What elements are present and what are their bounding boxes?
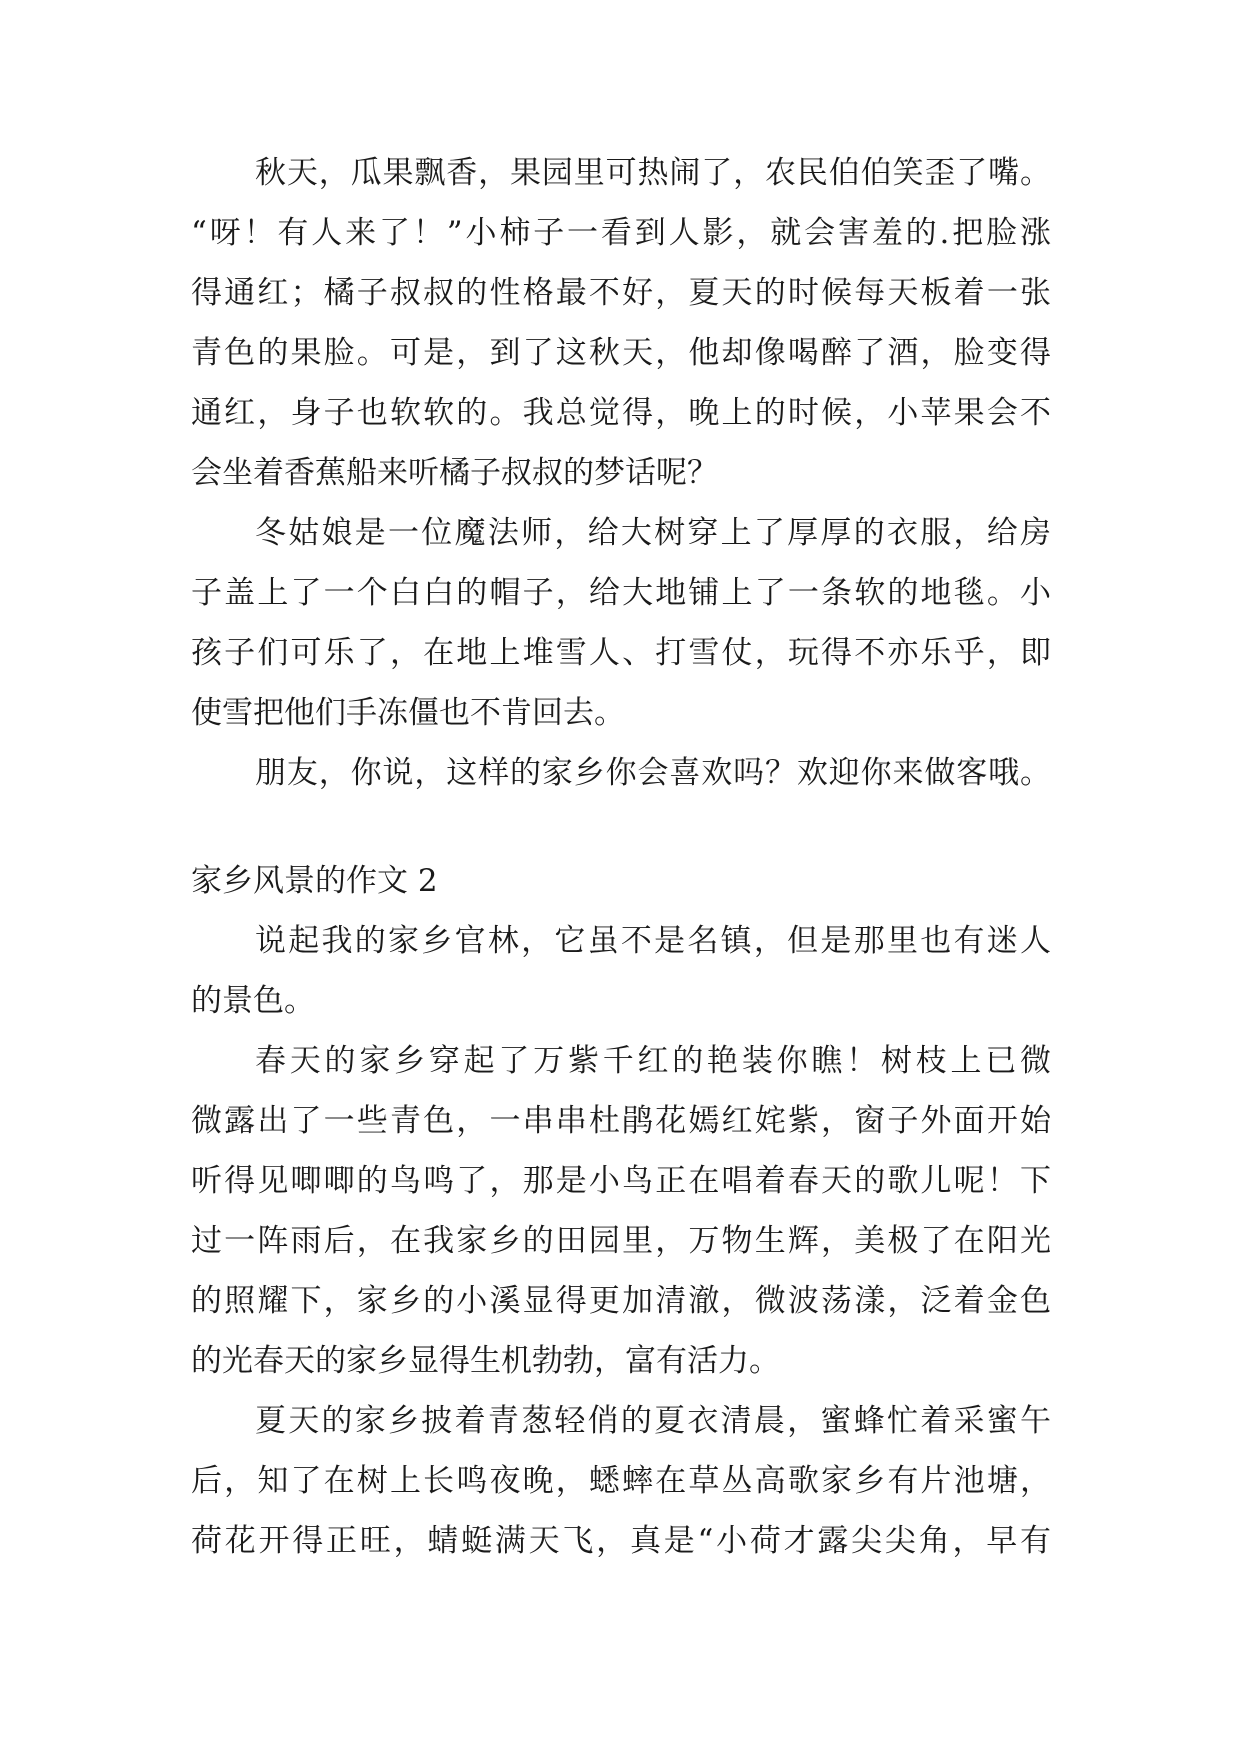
paragraph-autumn-line-6: 会坐着香蕉船来听橘子叔叔的梦话呢？	[191, 455, 718, 491]
paragraph-intro-line-2: 的景色。	[191, 983, 315, 1019]
paragraph-autumn-line-3: 得通红；橘子叔叔的性格最不好，夏天的时候每天板着一张	[191, 275, 1051, 311]
paragraph-winter-line-4: 使雪把他们手冻僵也不肯回去。	[191, 695, 625, 731]
paragraph-spring-line-5: 的照耀下，家乡的小溪显得更加清澈，微波荡漾，泛着金色	[191, 1283, 1051, 1319]
paragraph-winter-line-1: 冬姑娘是一位魔法师，给大树穿上了厚厚的衣服，给房	[255, 515, 1051, 551]
paragraph-spring-line-6: 的光春天的家乡显得生机勃勃，富有活力。	[191, 1343, 780, 1379]
section-heading: 家乡风景的作文 2	[191, 863, 438, 899]
paragraph-winter-line-3: 孩子们可乐了，在地上堆雪人、打雪仗，玩得不亦乐乎，即	[191, 635, 1051, 671]
paragraph-spring-line-4: 过一阵雨后，在我家乡的田园里，万物生辉，美极了在阳光	[191, 1223, 1051, 1259]
paragraph-autumn-line-2: “呀！有人来了！”小柿子一看到人影，就会害羞的.把脸涨	[191, 215, 1051, 251]
paragraph-intro-line-1: 说起我的家乡官林，它虽不是名镇，但是那里也有迷人	[255, 923, 1051, 959]
paragraph-autumn-line-5: 通红，身子也软软的。我总觉得，晚上的时候，小苹果会不	[191, 395, 1051, 431]
paragraph-summer-line-1: 夏天的家乡披着青葱轻俏的夏衣清晨，蜜蜂忙着采蜜午	[255, 1403, 1051, 1439]
paragraph-spring-line-2: 微露出了一些青色，一串串杜鹃花嫣红姹紫，窗子外面开始	[191, 1103, 1051, 1139]
paragraph-spring-line-1: 春天的家乡穿起了万紫千红的艳装你瞧！树枝上已微	[255, 1043, 1051, 1079]
paragraph-closing-line-1: 朋友，你说，这样的家乡你会喜欢吗？欢迎你来做客哦。	[255, 755, 1051, 791]
paragraph-spring-line-3: 听得见唧唧的鸟鸣了，那是小鸟正在唱着春天的歌儿呢！下	[191, 1163, 1051, 1199]
paragraph-autumn-line-1: 秋天，瓜果飘香，果园里可热闹了，农民伯伯笑歪了嘴。	[255, 155, 1051, 191]
paragraph-autumn-line-4: 青色的果脸。可是，到了这秋天，他却像喝醉了酒，脸变得	[191, 335, 1051, 371]
paragraph-summer-line-3: 荷花开得正旺，蜻蜓满天飞，真是“小荷才露尖尖角，早有	[191, 1523, 1051, 1559]
paragraph-summer-line-2: 后，知了在树上长鸣夜晚，蟋蟀在草丛高歌家乡有片池塘，	[191, 1463, 1051, 1499]
paragraph-winter-line-2: 子盖上了一个白白的帽子，给大地铺上了一条软的地毯。小	[191, 575, 1051, 611]
